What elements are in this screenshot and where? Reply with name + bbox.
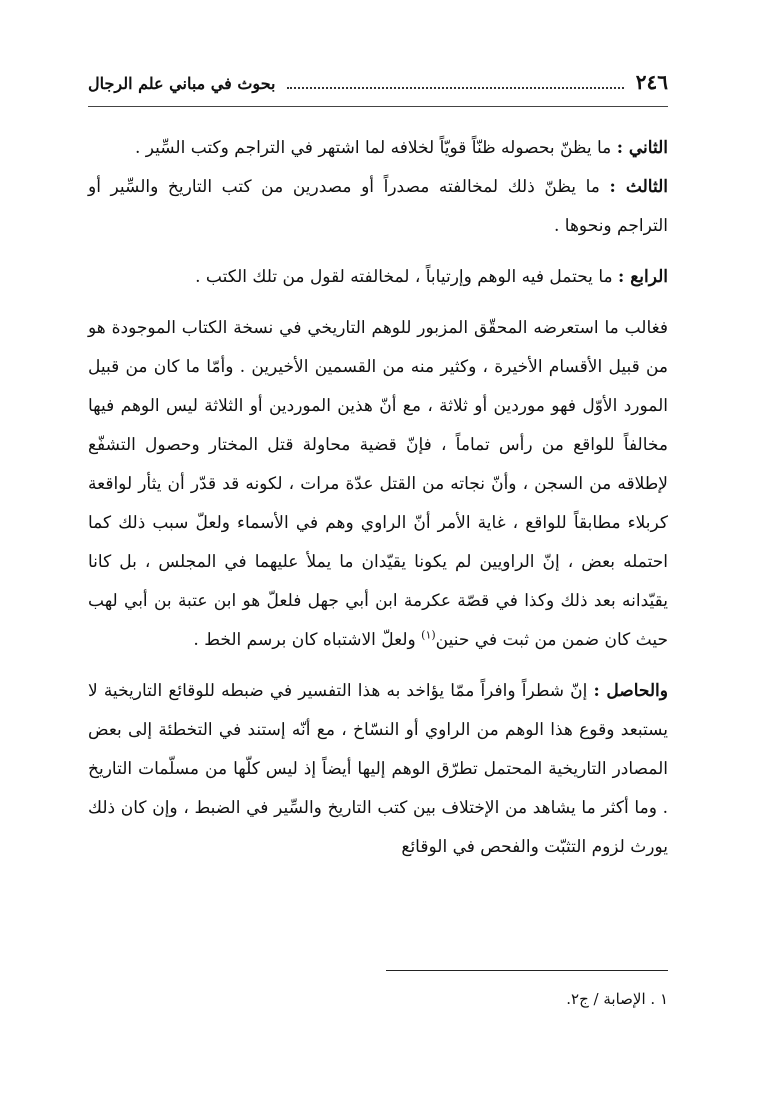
paragraph-main bbox=[88, 309, 668, 660]
paragraph-conclusion bbox=[88, 672, 668, 867]
paragraph-text: إنّ شطراً وافراً ممّا يؤاخد به هذا التفسير في ضبطه للوقائع التاريخية لا يستبعد وقوع هذا الوهم من الراوي أو النسّاخ ، مع أنّه إستند في التخطئة إلى بعض المصادر التاريخية المحتمل تطرّق الوهم إليها أيضاً إذ ليس كلّها من مسلّمات التاريخ . وما أكثر ما يشاهد من الإختلاف بين كتب التاريخ والسِّير في الضبط ، وإن كان ذلك يورث لزوم التثبّت والفحص في الوقائع bbox=[88, 681, 668, 857]
paragraph-term: الثاني : bbox=[616, 138, 668, 158]
paragraph-text: فغالب ما استعرضه المحقّق المزبور للوهم التاريخي في نسخة الكتاب الموجودة هو من قبيل الأقسام الأخيرة ، وكثير منه من القسمين الأخيرين . وأمّا ما كان من قبيل المورد الأوّل فهو موردين أو ثلاثة ، مع أنّ هذين الموردين أو الثلاثة ليس الوهم فيها مخالفاً للواقع من رأس تماماً ، فإنّ قضية محاولة قتل المختار وحصول التشفّع لإطلاقه من السجن ، وأنّ نجاته من القتل عدّة مرات ، لكونه قد قدّر أن يثأر لواقعة كربلاء مطابقاً للواقع ، غاية الأمر أنّ الراوي وهم في الأسماء ولعلّ سبب ذلك كما احتمله بعض ، إنّ الراويين لم يكونا يقيّدان ما يملأ عليهما في المجلس ، بل كانا يقيّدانه بعد ذلك وكذا في قصّة عكرمة ابن أبي جهل فلعلّ هو ابن عتبة بن أبي لهب حيث كان ضمن من ثبت في حنين bbox=[88, 318, 668, 650]
book-page bbox=[88, 70, 668, 1008]
paragraph-term: الرابع : bbox=[618, 267, 668, 287]
paragraph-text: ما يظنّ بحصوله ظنّاً قويّاً لخلافه لما اشتهر في التراجم وكتب السِّير . bbox=[134, 138, 617, 158]
paragraph-text: ما يحتمل فيه الوهم وإرتياباً ، لمخالفته لقول من تلك الكتب . bbox=[195, 267, 619, 287]
footnote-reference: (١) bbox=[421, 628, 436, 642]
footnote: ١ . الإصابة / ج٢. bbox=[566, 990, 668, 1008]
running-title: بحوث في مباني علم الرجال bbox=[88, 74, 276, 93]
paragraph-third bbox=[88, 168, 668, 246]
paragraph-term: والحاصل : bbox=[593, 681, 668, 701]
page-number: ٢٤٦ bbox=[635, 70, 668, 94]
footnote-divider bbox=[386, 970, 668, 971]
paragraph-second bbox=[88, 129, 668, 168]
paragraph-term: الثالث : bbox=[609, 177, 668, 197]
page-body bbox=[88, 129, 668, 867]
header-leader-dots bbox=[287, 73, 623, 89]
paragraph-fourth bbox=[88, 258, 668, 297]
paragraph-text: ما يظنّ ذلك لمخالفته مصدراً أو مصدرين من كتب التاريخ والسِّير أو التراجم ونحوها . bbox=[88, 177, 668, 236]
paragraph-text: ولعلّ الاشتباه كان برسم الخط . bbox=[193, 630, 422, 650]
page-header bbox=[88, 70, 668, 107]
